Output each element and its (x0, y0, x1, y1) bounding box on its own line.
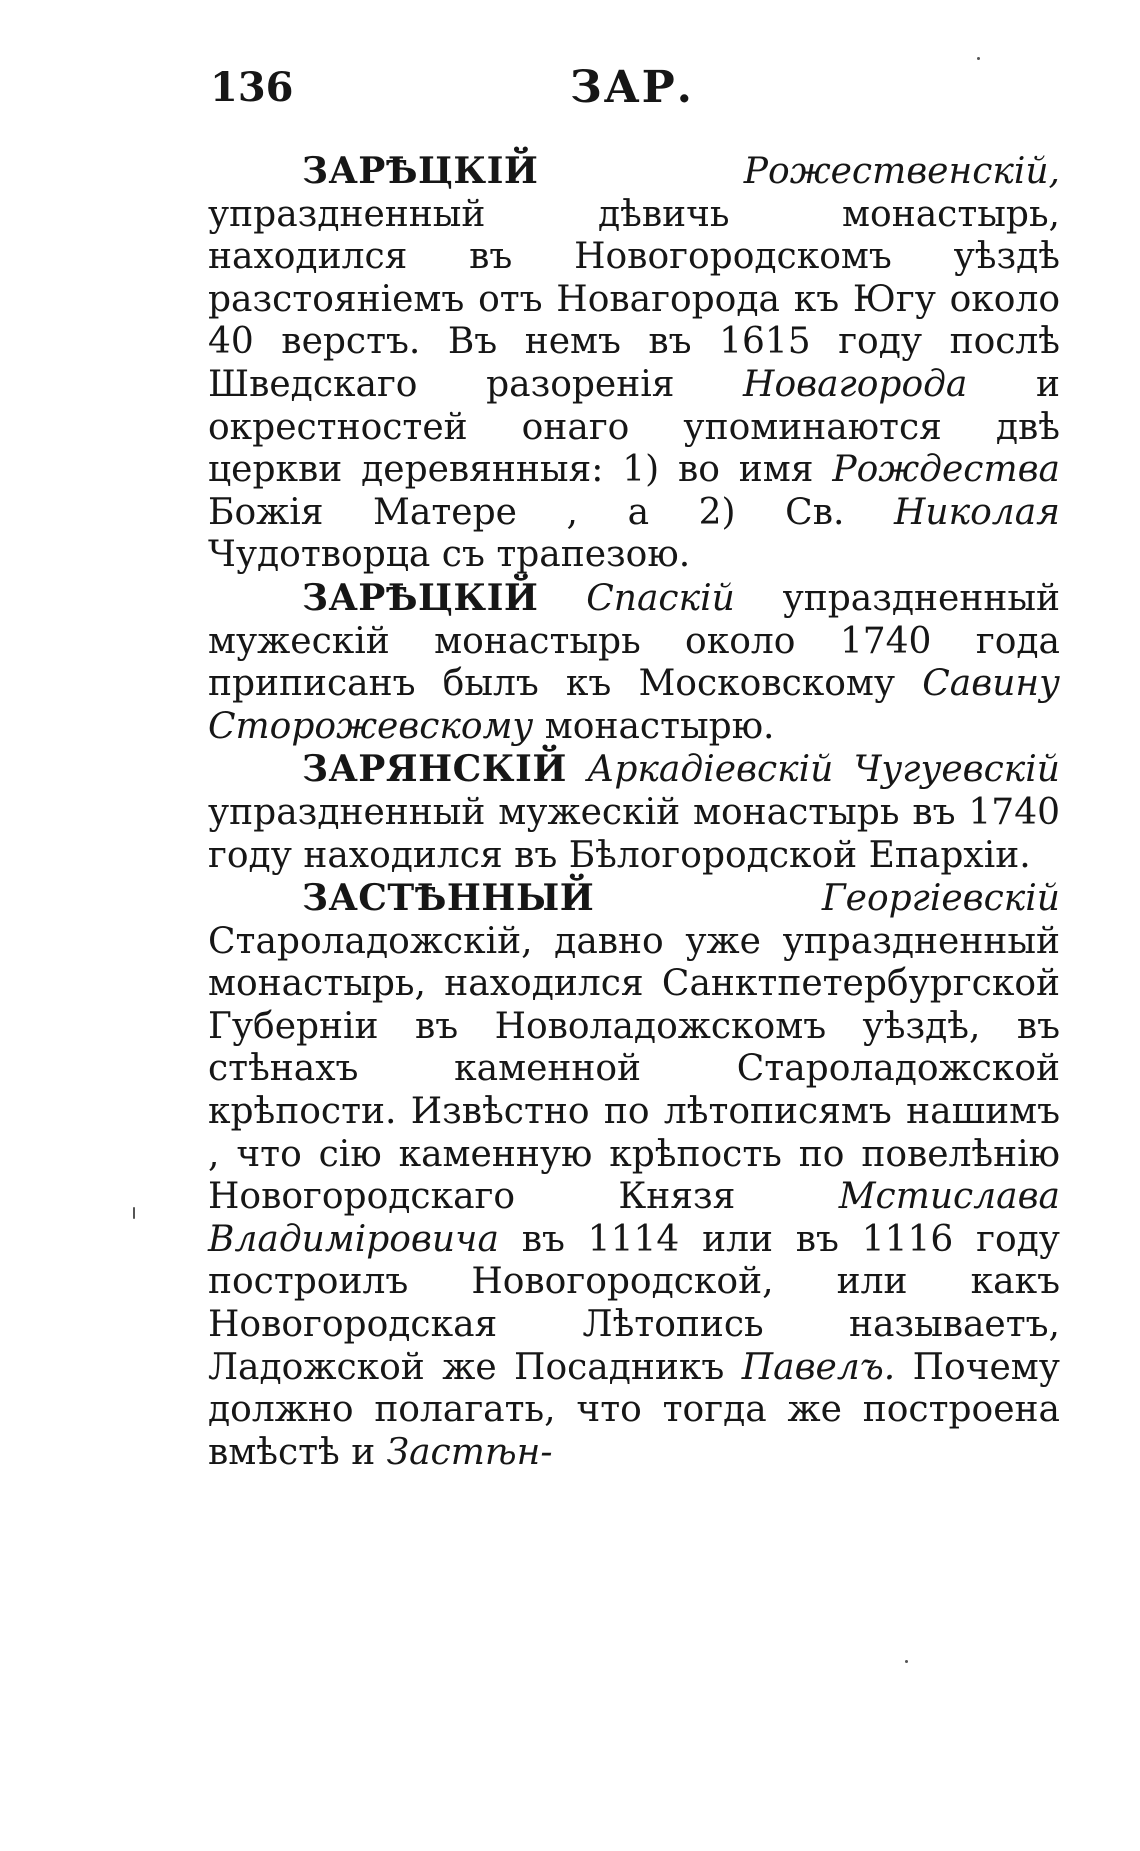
entry-text: Чудотворца съ трапезою. (208, 534, 691, 576)
entry-epithet: Аркадіевскій Чугуевскій (587, 749, 1060, 791)
entry-text: Староладожскій, давно уже упраздненный монастырь, находился Санктпетербургской Губерніи въ Новоладожскомъ уѣздѣ, въ стѣнахъ каменной Староладожской крѣпости. Извѣстно по лѣтописямъ нашимъ , что сію каменную крѣпость по повелѣнію Новогородскаго Князя (208, 920, 1060, 1218)
entry-text: въ 1114 или въ 1116 году построилъ Новогородской, или какъ Новогородская Лѣтопись называетъ, Ладожской же Посадникъ (208, 1218, 1060, 1388)
entry-text: упраздненный дѣвичь монастырь, находился въ Новогородскомъ уѣздѣ разстояніемъ отъ Новагорода къ Югу около 40 верстъ. Въ немъ въ 1615 году послѣ Шведскаго разоренія (208, 193, 1060, 405)
page-number: 136 (210, 64, 294, 111)
scan-speck (133, 1207, 135, 1219)
entry-epithet: Спаскій (586, 577, 735, 619)
scan-speck (905, 1660, 908, 1663)
entry-text: Божія Матере , а 2) Св. (208, 491, 845, 533)
entry-text: и окрестностей онаго упоминаются двѣ церкви деревянныя: 1) во имя (208, 363, 1060, 491)
entry-italic: Новагорода (743, 363, 968, 405)
entry-italic: Застѣн- (386, 1431, 553, 1473)
entry-italic: Савину Сторожевскому (208, 663, 1060, 747)
entry-italic: Рождества (832, 449, 1060, 491)
entry-headword: ЗАРЯНСКІЙ (302, 748, 567, 791)
entry-italic: Николая (894, 491, 1060, 533)
entry-text: упраздненный мужескій монастырь въ 1740 году находился въ Бѣлогородской Епархіи. (208, 791, 1060, 876)
entry-epithet: Георгіевскій (821, 878, 1060, 920)
entry-headword: ЗАРѢЦКІЙ (302, 576, 539, 619)
entry-italic: Мстислава Владиміровича (208, 1176, 1060, 1260)
dictionary-text (208, 150, 1060, 1474)
page-header (210, 58, 1060, 118)
running-head: ЗАР. (570, 62, 694, 113)
entry-headword: ЗАСТѢННЫЙ (302, 877, 595, 920)
entry-zaryansky (208, 748, 1060, 877)
entry-epithet: Рожественскій, (743, 151, 1060, 192)
entry-italic: Павелъ. (741, 1346, 896, 1388)
entry-zaretsky-spassky (208, 577, 1060, 748)
entry-text: Почему должно полагать, что тогда же построена вмѣстѣ и (208, 1346, 1060, 1473)
scan-speck (977, 57, 980, 60)
entry-headword: ЗАРѢЦКІЙ (302, 150, 539, 192)
entry-text: упраздненный мужескій монастырь около 1740 года приписанъ былъ къ Московскому (208, 577, 1060, 705)
entry-zastenny (208, 877, 1060, 1474)
entry-text: монастырю. (544, 705, 775, 747)
entry-zaretsky-rozhestvensky (208, 150, 1060, 577)
